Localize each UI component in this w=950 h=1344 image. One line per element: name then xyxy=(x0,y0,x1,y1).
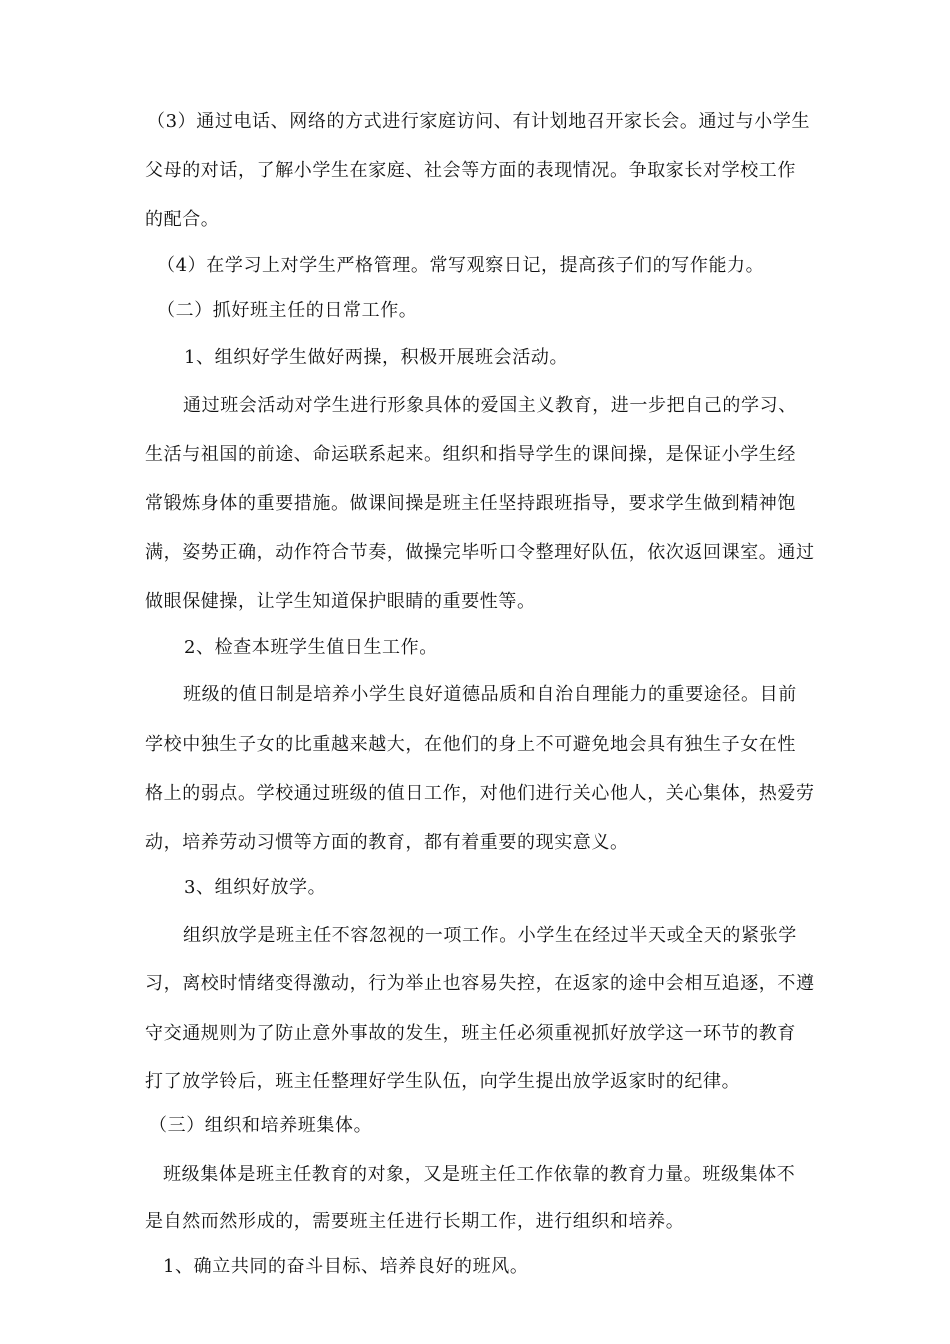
paragraph-line: 格上的弱点。学校通过班级的值日工作，对他们进行关心他人，关心集体，热爱劳 xyxy=(145,783,815,804)
paragraph-line: （4）在学习上对学生严格管理。常写观察日记，提高孩子们的写作能力。 xyxy=(157,255,765,276)
paragraph-line: 是自然而然形成的，需要班主任进行长期工作，进行组织和培养。 xyxy=(145,1211,685,1232)
paragraph-line: 满，姿势正确，动作符合节奏，做操完毕听口令整理好队伍，依次返回课室。通过 xyxy=(145,542,815,563)
paragraph-line: 常锻炼身体的重要措施。做课间操是班主任坚持跟班指导，要求学生做到精神饱 xyxy=(145,493,796,514)
paragraph-line: 的配合。 xyxy=(145,209,220,230)
paragraph-line: 通过班会活动对学生进行形象具体的爱国主义教育，进一步把自己的学习、 xyxy=(183,395,797,416)
paragraph-line: 习，离校时情绪变得激动，行为举止也容易失控，在返家的途中会相互追逐，不遵 xyxy=(145,973,815,994)
subsection-heading: 1、组织好学生做好两操，积极开展班会活动。 xyxy=(184,347,569,368)
section-heading: （二）抓好班主任的日常工作。 xyxy=(157,300,418,321)
paragraph-line: 组织放学是班主任不容忽视的一项工作。小学生在经过半天或全天的紧张学 xyxy=(183,925,797,946)
paragraph-line: 学校中独生子女的比重越来越大，在他们的身上不可避免地会具有独生子女在性 xyxy=(145,734,796,755)
paragraph-line: 守交通规则为了防止意外事故的发生，班主任必须重视抓好放学这一环节的教育 xyxy=(145,1023,796,1044)
subsection-heading: 1、确立共同的奋斗目标、培养良好的班风。 xyxy=(163,1256,529,1277)
paragraph-line: 班级的值日制是培养小学生良好道德品质和自治自理能力的重要途径。目前 xyxy=(183,684,797,705)
paragraph-line: （3）通过电话、网络的方式进行家庭访问、有计划地召开家长会。通过与小学生 xyxy=(147,111,811,132)
paragraph-line: 父母的对话，了解小学生在家庭、社会等方面的表现情况。争取家长对学校工作 xyxy=(145,160,796,181)
paragraph-line: 动，培养劳动习惯等方面的教育，都有着重要的现实意义。 xyxy=(145,832,629,853)
paragraph-line: 生活与祖国的前途、命运联系起来。组织和指导学生的课间操，是保证小学生经 xyxy=(145,444,796,465)
paragraph-line: 打了放学铃后，班主任整理好学生队伍，向学生提出放学返家时的纪律。 xyxy=(145,1071,741,1092)
subsection-heading: 3、组织好放学。 xyxy=(184,877,327,898)
subsection-heading: 2、检查本班学生值日生工作。 xyxy=(184,637,438,658)
paragraph-line: 班级集体是班主任教育的对象，又是班主任工作依靠的教育力量。班级集体不 xyxy=(163,1164,796,1185)
section-heading: （三）组织和培养班集体。 xyxy=(149,1115,373,1136)
paragraph-line: 做眼保健操，让学生知道保护眼睛的重要性等。 xyxy=(145,591,536,612)
